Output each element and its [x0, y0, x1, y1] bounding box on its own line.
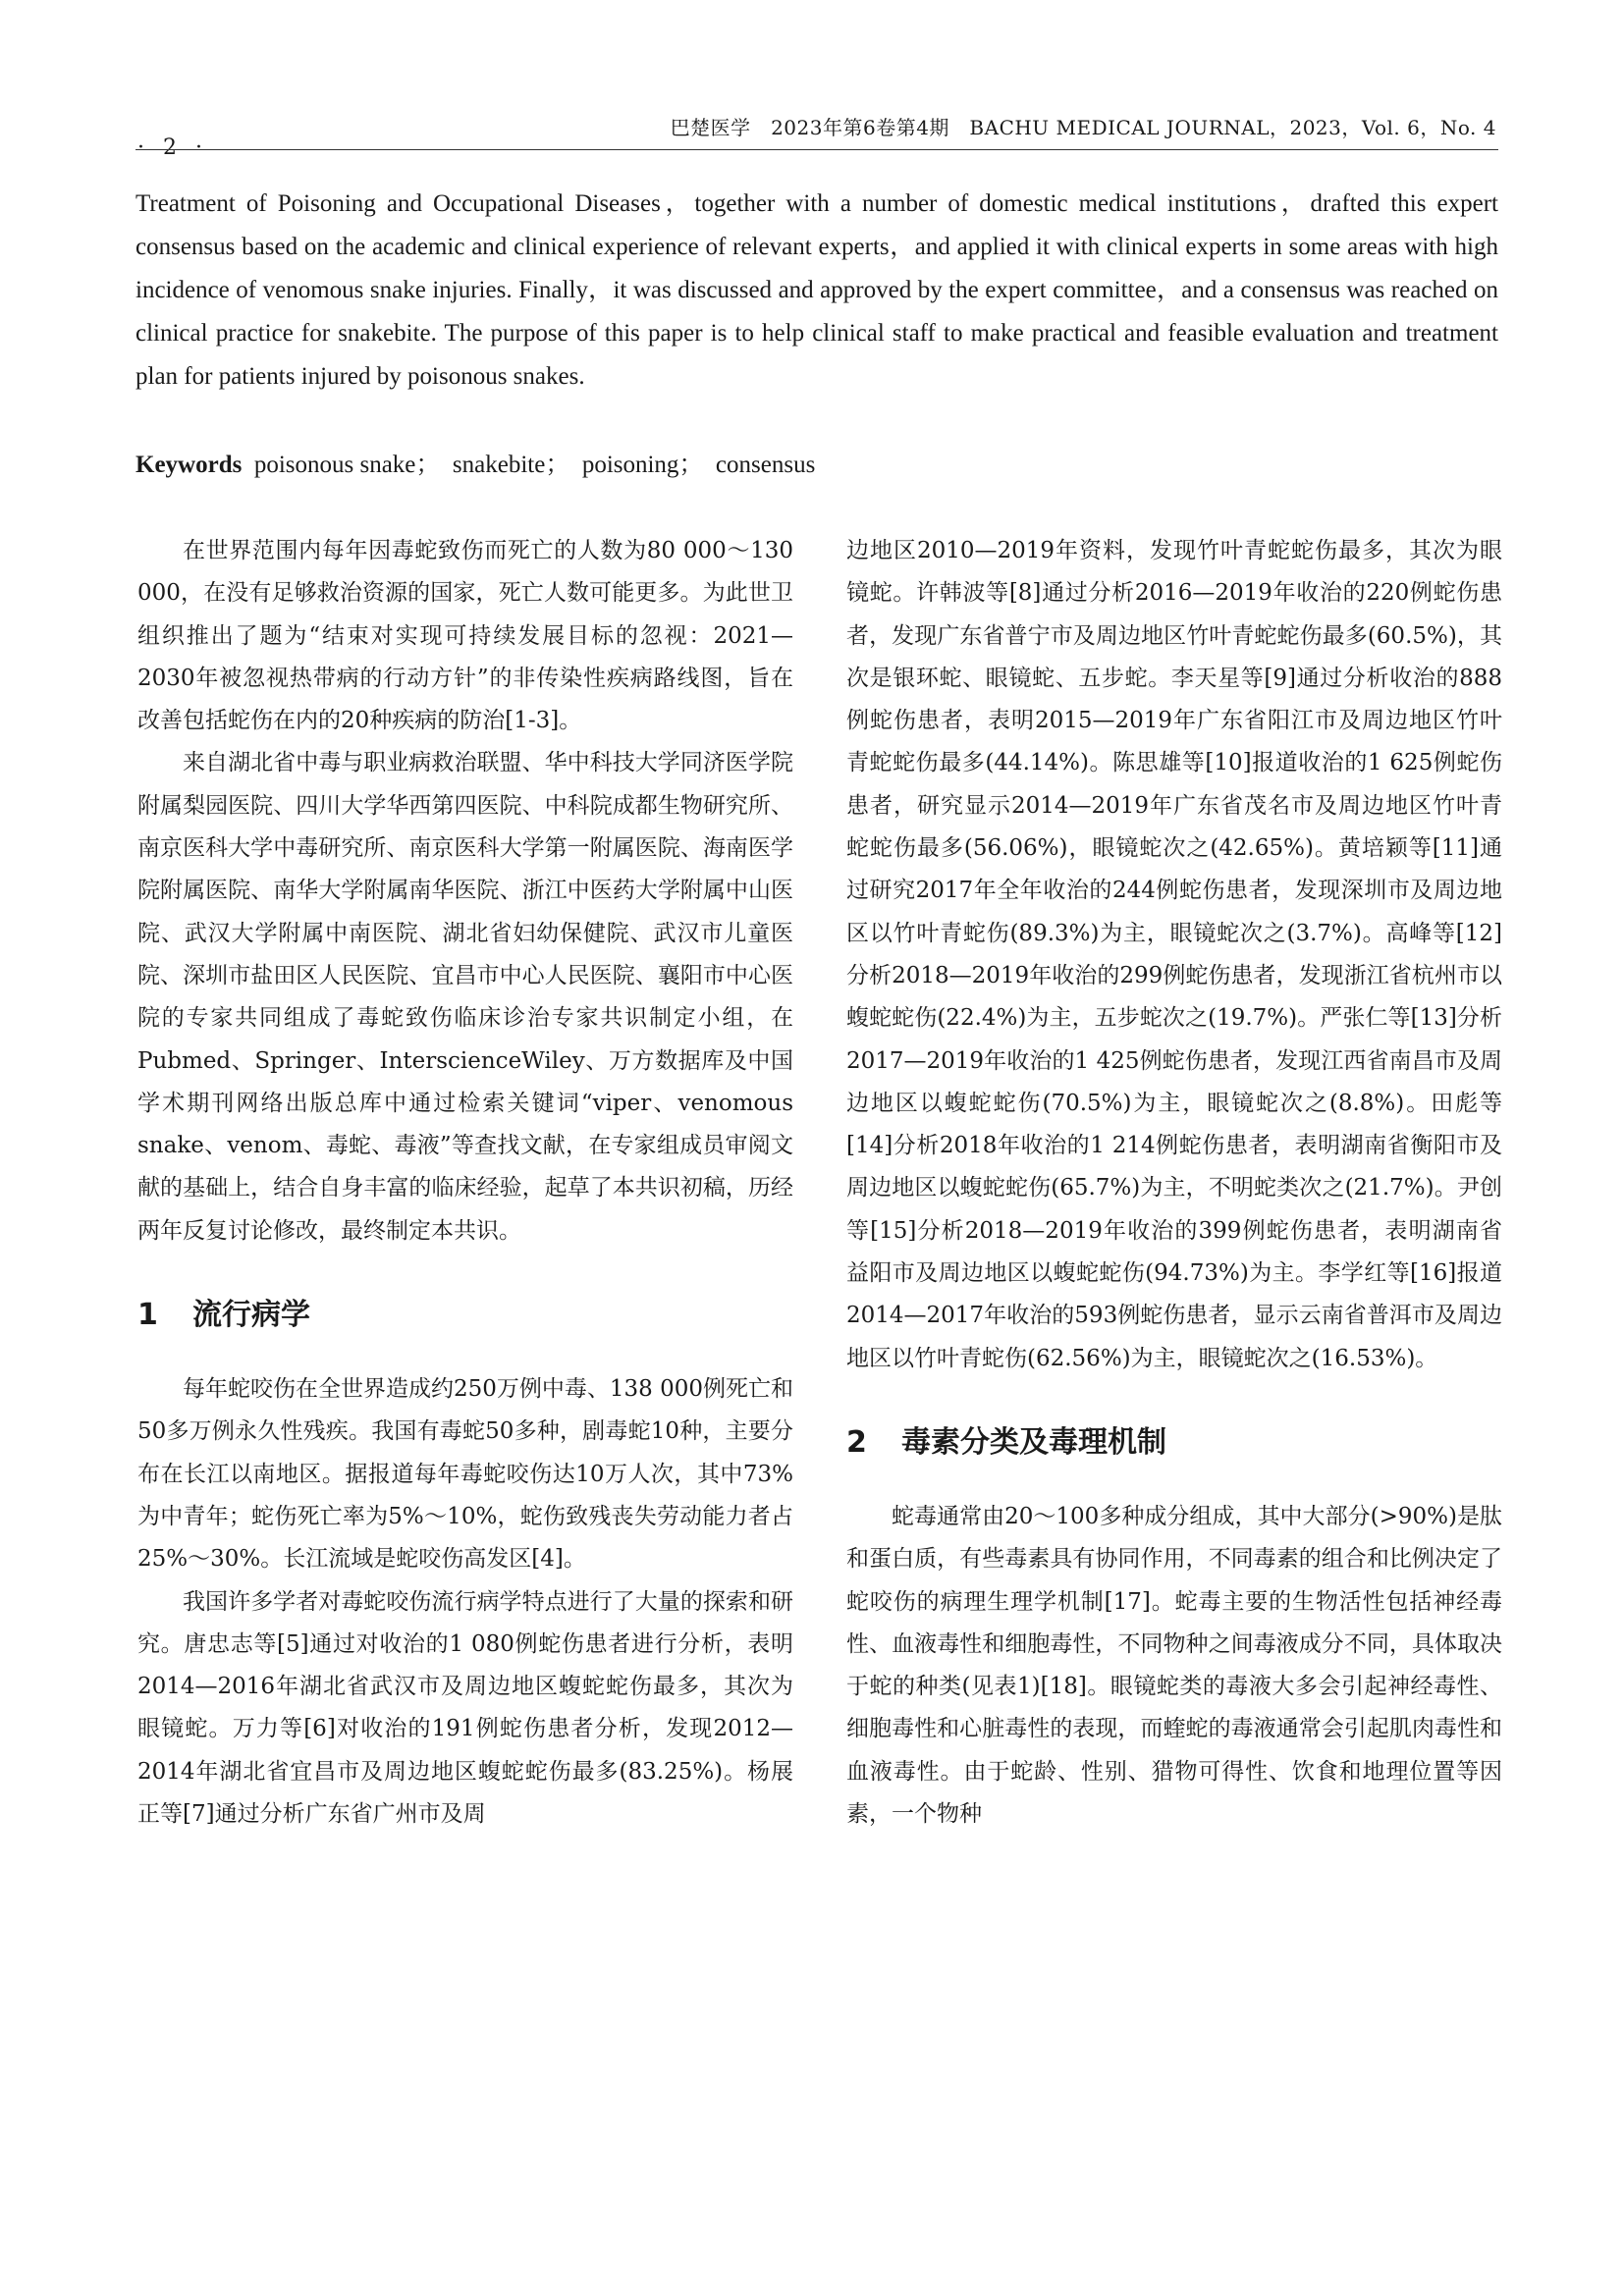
page-number: · 2 ·: [137, 135, 208, 160]
keywords-list: poisonous snake； snakebite； poisoning； consensus: [242, 452, 816, 478]
intro-paragraph-1: 在世界范围内每年因毒蛇致伤而死亡的人数为80 000～130 000，在没有足够救治资源的国家，死亡人数可能更多。为此世卫组织推出了题为“结束对实现可持续发展目标的忽视：2021—2030年被忽视热带病的行动方针”的非传染性疾病路线图，旨在改善包括蛇伤在内的20种疾病的防治[1-3]。: [137, 538, 793, 734]
section1-paragraph-2: 我国许多学者对毒蛇咬伤流行病学特点进行了大量的探索和研究。唐忠志等[5]通过对收治的1 080例蛇伤患者进行分析，表明2014—2016年湖北省武汉市及周边地区蝮蛇蛇伤最多，其次为眼镜蛇。万力等[6]对收治的191例蛇伤患者分析，发现2012—2014年湖北省宜昌市及周边地区蝮蛇蛇伤最多(83.25%)。杨展正等[7]通过分析广东省广州市及周: [137, 1588, 793, 1828]
header-rule: [135, 149, 1498, 150]
right-column: [846, 530, 1502, 1836]
section-title-2: 毒素分类及毒理机制: [901, 1424, 1166, 1460]
section-number-2: 2: [846, 1424, 867, 1460]
intro-paragraph-2: 来自湖北省中毒与职业病救治联盟、华中科技大学同济医学院附属梨园医院、四川大学华西第四医院、中科院成都生物研究所、南京医科大学中毒研究所、南京医科大学第一附属医院、海南医学院附属医院、南华大学附属南华医院、浙江中医药大学附属中山医院、武汉大学附属中南医院、湖北省妇幼保健院、武汉市儿童医院、深圳市盐田区人民医院、宜昌市中心人民医院、襄阳市中心医院的专家共同组成了毒蛇致伤临床诊治专家共识制定小组，在Pubmed、Springer、InterscienceWiley、万方数据库及中国学术期刊网络出版总库中通过检索关键词“viper、venomous snake、venom、毒蛇、毒液”等查找文献，在专家组成员审阅文献的基础上，结合自身丰富的临床经验，起草了本共识初稿，历经两年反复讨论修改，最终制定本共识。: [137, 750, 793, 1244]
section-title-1: 流行病学: [192, 1298, 310, 1333]
section1-paragraph-1: 每年蛇咬伤在全世界造成约250万例中毒、138 000例死亡和50多万例永久性残疾。我国有毒蛇50多种，剧毒蛇10种，主要分布在长江以南地区。据报道每年毒蛇咬伤达10万人次，其中73%为中青年；蛇伤死亡率为5%～10%，蛇伤致残丧失劳动能力者占25%～30%。长江流域是蛇咬伤高发区[4]。: [137, 1376, 794, 1573]
left-column: [137, 530, 793, 1836]
keywords-line: [135, 444, 1498, 487]
abstract-text: Treatment of Poisoning and Occupational Diseases，together with a number of domestic medical institutions，drafted this expert consensus based on the academic and clinical experience of relevant experts，and applied it with clinical experts in some areas with high incidence of venomous snake injuries. Finally，it was discussed and approved by the expert committee，and a consensus was reached on clinical practice for snakebite. The purpose of this paper is to help clinical staff to make practical and feasible evaluation and treatment plan for patients injured by poisonous snakes.: [135, 190, 1498, 390]
keywords-label: Keywords: [135, 452, 243, 478]
section2-paragraph-1: 蛇毒通常由20～100多种成分组成，其中大部分(>90%)是肽和蛋白质，有些毒素具有协同作用，不同毒素的组合和比例决定了蛇咬伤的病理生理学机制[17]。蛇毒主要的生物活性包括神经毒性、血液毒性和细胞毒性，不同物种之间毒液成分不同，具体取决于蛇的种类(见表1)[18]。眼镜蛇类的毒液大多会引起神经毒性、细胞毒性和心脏毒性的表现，而蝰蛇的毒液通常会引起肌肉毒性和血液毒性。由于蛇龄、性别、猎物可得性、饮食和地理位置等因素，一个物种: [846, 1503, 1502, 1828]
section-heading-1: [137, 1288, 793, 1343]
section-heading-2: [846, 1415, 1502, 1470]
section-number-1: 1: [137, 1298, 158, 1333]
english-abstract: [135, 183, 1498, 399]
running-header: 巴楚医学 2023年第6卷第4期 BACHU MEDICAL JOURNAL，2023，Vol. 6，No. 4: [670, 116, 1496, 139]
section1-paragraph-2-continued: 边地区2010—2019年资料，发现竹叶青蛇蛇伤最多，其次为眼镜蛇。许韩波等[8]通过分析2016—2019年收治的220例蛇伤患者，发现广东省普宁市及周边地区竹叶青蛇蛇伤最多(60.5%)，其次是银环蛇、眼镜蛇、五步蛇。李天星等[9]通过分析收治的888例蛇伤患者，表明2015—2019年广东省阳江市及周边地区竹叶青蛇蛇伤最多(44.14%)。陈思雄等[10]报道收治的1 625例蛇伤患者，研究显示2014—2019年广东省茂名市及周边地区竹叶青蛇蛇伤最多(56.06%)，眼镜蛇次之(42.65%)。黄培颖等[11]通过研究2017年全年收治的244例蛇伤患者，发现深圳市及周边地区以竹叶青蛇伤(89.3%)为主，眼镜蛇次之(3.7%)。高峰等[12]分析2018—2019年收治的299例蛇伤患者，发现浙江省杭州市以蝮蛇蛇伤(22.4%)为主，五步蛇次之(19.7%)。严张仁等[13]分析2017—2019年收治的1 425例蛇伤患者，发现江西省南昌市及周边地区以蝮蛇蛇伤(70.5%)为主，眼镜蛇次之(8.8%)。田彪等[14]分析2018年收治的1 214例蛇伤患者，表明湖南省衡阳市及周边地区以蝮蛇蛇伤(65.7%)为主，不明蛇类次之(21.7%)。尹创等[15]分析2018—2019年收治的399例蛇伤患者，表明湖南省益阳市及周边地区以蝮蛇蛇伤(94.73%)为主。李学红等[16]报道2014—2017年收治的593例蛇伤患者，显示云南省普洱市及周边地区以竹叶青蛇伤(62.56%)为主，眼镜蛇次之(16.53%)。: [846, 538, 1502, 1371]
